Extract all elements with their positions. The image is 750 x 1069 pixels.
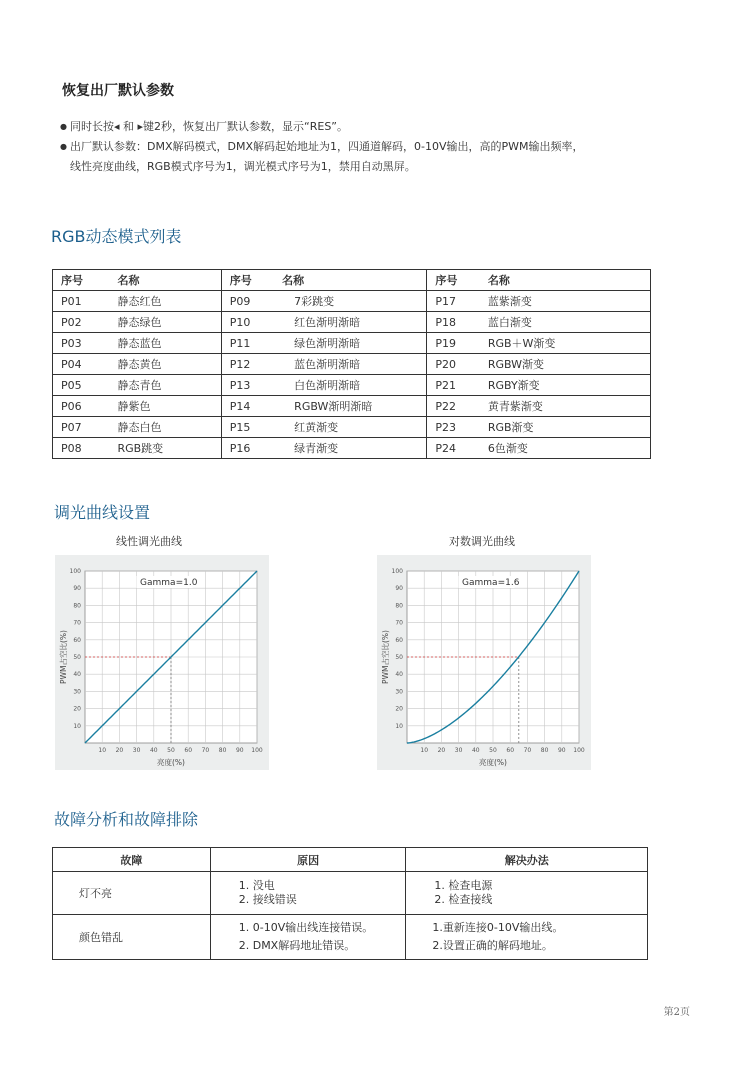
y-tick-label: 100 <box>69 568 81 575</box>
cause-line: 2. DMX解码地址错误。 <box>238 939 356 952</box>
fault-title: 故障分析和故障排除 <box>54 810 199 829</box>
rgb-table-row <box>53 375 651 396</box>
col-name: 名称 <box>97 270 221 291</box>
col-no: 序号 <box>221 270 262 291</box>
col-fault: 故障 <box>53 848 211 872</box>
solution-cell <box>406 915 648 960</box>
x-tick-label: 10 <box>420 747 429 754</box>
fault-cell: 颜色错乱 <box>53 915 211 960</box>
rgb-table-row <box>53 333 651 354</box>
mode-name: 静态红色 <box>97 291 221 312</box>
mode-name: RGB渐变 <box>468 417 651 438</box>
cause-cell <box>210 872 406 915</box>
x-tick-label: 40 <box>149 747 158 754</box>
mode-name: RGB＋W渐变 <box>468 333 651 354</box>
fault-table-header <box>53 848 648 872</box>
linear-chart-caption: 线性调光曲线 <box>116 535 182 548</box>
x-tick-label: 90 <box>235 747 244 754</box>
col-cause: 原因 <box>210 848 406 872</box>
x-tick-label: 60 <box>506 747 515 754</box>
mode-number: P08 <box>53 438 98 459</box>
y-tick-label: 10 <box>395 722 403 730</box>
mode-number: P18 <box>427 312 468 333</box>
y-tick-label: 90 <box>395 585 403 593</box>
cause-cell <box>210 915 406 960</box>
rgb-table-row <box>53 354 651 375</box>
log-curve-svg <box>377 555 591 770</box>
solution-cell <box>406 872 648 915</box>
col-solution: 解决办法 <box>406 848 648 872</box>
x-tick-label: 70 <box>201 747 210 754</box>
log-chart <box>377 555 591 770</box>
mode-number: P09 <box>221 291 262 312</box>
mode-number: P24 <box>427 438 468 459</box>
restore-bullets <box>60 117 660 177</box>
mode-number: P16 <box>221 438 262 459</box>
mode-number: P02 <box>53 312 98 333</box>
y-tick-label: 40 <box>395 671 403 679</box>
gamma-annotation: Gamma=1.6 <box>462 578 520 588</box>
mode-number: P23 <box>427 417 468 438</box>
linear-curve-svg <box>55 555 269 770</box>
rgb-table-row <box>53 396 651 417</box>
rgb-table-row <box>53 438 651 459</box>
mode-name: 7彩跳变 <box>262 291 427 312</box>
y-tick-label: 20 <box>395 705 403 713</box>
y-tick-label: 70 <box>73 619 81 627</box>
x-axis-label: 亮度(%) <box>479 758 507 767</box>
gamma-annotation: Gamma=1.0 <box>140 578 198 588</box>
mode-number: P17 <box>427 291 468 312</box>
y-tick-label: 90 <box>73 585 81 593</box>
mode-name: 静态绿色 <box>97 312 221 333</box>
mode-number: P21 <box>427 375 468 396</box>
log-chart-caption: 对数调光曲线 <box>449 535 515 548</box>
cause-line: 1. 0-10V输出线连接错误。 <box>238 921 374 934</box>
rgb-table-title: RGB动态模式列表 <box>51 227 182 246</box>
col-name: 名称 <box>262 270 427 291</box>
mode-number: P06 <box>53 396 98 417</box>
bullet-defaults-line2: 线性亮度曲线，RGB模式序号为1，调光模式序号为1，禁用自动黑屏。 <box>70 160 416 173</box>
mode-number: P10 <box>221 312 262 333</box>
bullet-long-press: ● 同时长按◂ 和 ▸键2秒，恢复出厂默认参数，显示“RES”。 <box>60 117 660 137</box>
solution-line: 1.重新连接0-10V输出线。 <box>432 921 564 934</box>
fault-row <box>53 915 648 960</box>
mode-number: P01 <box>53 291 98 312</box>
mode-name: 静态黄色 <box>97 354 221 375</box>
x-tick-label: 70 <box>523 747 532 754</box>
mode-number: P04 <box>53 354 98 375</box>
y-tick-label: 80 <box>73 602 81 610</box>
mode-number: P11 <box>221 333 262 354</box>
y-tick-label: 30 <box>73 688 81 696</box>
mode-name: 静紫色 <box>97 396 221 417</box>
bullet-defaults-line1: ● 出厂默认参数：DMX解码模式，DMX解码起始地址为1，四通道解码，0-10V输出，高的PWM输出频率， <box>60 137 660 157</box>
y-tick-label: 80 <box>395 602 403 610</box>
y-tick-label: 20 <box>73 705 81 713</box>
mode-name: 静态青色 <box>97 375 221 396</box>
y-tick-label: 100 <box>391 568 403 575</box>
y-tick-label: 70 <box>395 619 403 627</box>
mode-name: 红色渐明渐暗 <box>262 312 427 333</box>
mode-number: P22 <box>427 396 468 417</box>
y-tick-label: 50 <box>73 654 81 661</box>
mode-name: 蓝白渐变 <box>468 312 651 333</box>
mode-name: RGB跳变 <box>97 438 221 459</box>
x-tick-label: 100 <box>573 747 585 754</box>
cause-line: 2. 接线错误 <box>238 893 297 906</box>
y-axis-label: PWM占空比(%) <box>381 630 390 684</box>
mode-number: P13 <box>221 375 262 396</box>
y-tick-label: 10 <box>73 722 81 730</box>
mode-name: 蓝紫渐变 <box>468 291 651 312</box>
rgb-table-header <box>53 270 651 291</box>
y-tick-label: 40 <box>73 671 81 679</box>
x-tick-label: 20 <box>437 747 446 754</box>
y-tick-label: 50 <box>395 654 403 661</box>
rgb-table-row <box>53 417 651 438</box>
x-axis-label: 亮度(%) <box>157 758 185 767</box>
rgb-table-row <box>53 312 651 333</box>
mode-name: 绿青渐变 <box>262 438 427 459</box>
mode-name: 静态白色 <box>97 417 221 438</box>
x-tick-label: 30 <box>132 747 141 754</box>
col-no: 序号 <box>427 270 468 291</box>
x-tick-label: 50 <box>489 747 497 754</box>
page-number: 第2页 <box>663 1007 690 1018</box>
mode-name: RGBW渐变 <box>468 354 651 375</box>
y-tick-label: 60 <box>73 636 81 644</box>
cause-line: 1. 没电 <box>238 879 275 892</box>
solution-line: 2.设置正确的解码地址。 <box>432 939 553 952</box>
x-tick-label: 10 <box>98 747 107 754</box>
linear-chart <box>55 555 269 770</box>
mode-number: P03 <box>53 333 98 354</box>
col-name: 名称 <box>468 270 651 291</box>
x-tick-label: 80 <box>218 747 227 754</box>
mode-name: RGBY渐变 <box>468 375 651 396</box>
x-tick-label: 60 <box>184 747 193 754</box>
rgb-table-row <box>53 291 651 312</box>
mode-number: P07 <box>53 417 98 438</box>
mode-name: 静态蓝色 <box>97 333 221 354</box>
mode-number: P19 <box>427 333 468 354</box>
mode-name: 黄青紫渐变 <box>468 396 651 417</box>
mode-number: P14 <box>221 396 262 417</box>
fault-cell: 灯不亮 <box>53 872 211 915</box>
mode-name: 蓝色渐明渐暗 <box>262 354 427 375</box>
mode-number: P05 <box>53 375 98 396</box>
restore-title: 恢复出厂默认参数 <box>62 83 174 99</box>
x-tick-label: 50 <box>167 747 175 754</box>
mode-name: RGBW渐明渐暗 <box>262 396 427 417</box>
fault-table <box>52 847 648 960</box>
y-tick-label: 60 <box>395 636 403 644</box>
mode-name: 6色渐变 <box>468 438 651 459</box>
y-tick-label: 30 <box>395 688 403 696</box>
x-tick-label: 30 <box>454 747 463 754</box>
fault-row <box>53 872 648 915</box>
mode-number: P15 <box>221 417 262 438</box>
x-tick-label: 80 <box>540 747 549 754</box>
dimming-title: 调光曲线设置 <box>54 503 151 522</box>
mode-number: P12 <box>221 354 262 375</box>
rgb-mode-table <box>52 269 651 459</box>
mode-name: 红黄渐变 <box>262 417 427 438</box>
mode-number: P20 <box>427 354 468 375</box>
mode-name: 绿色渐明渐暗 <box>262 333 427 354</box>
solution-line: 1. 检查电源 <box>434 879 493 892</box>
solution-line: 2. 检查接线 <box>434 893 493 906</box>
x-tick-label: 100 <box>251 747 263 754</box>
x-tick-label: 90 <box>557 747 566 754</box>
y-axis-label: PWM占空比(%) <box>59 630 68 684</box>
x-tick-label: 40 <box>471 747 480 754</box>
mode-name: 白色渐明渐暗 <box>262 375 427 396</box>
x-tick-label: 20 <box>115 747 124 754</box>
col-no: 序号 <box>53 270 98 291</box>
